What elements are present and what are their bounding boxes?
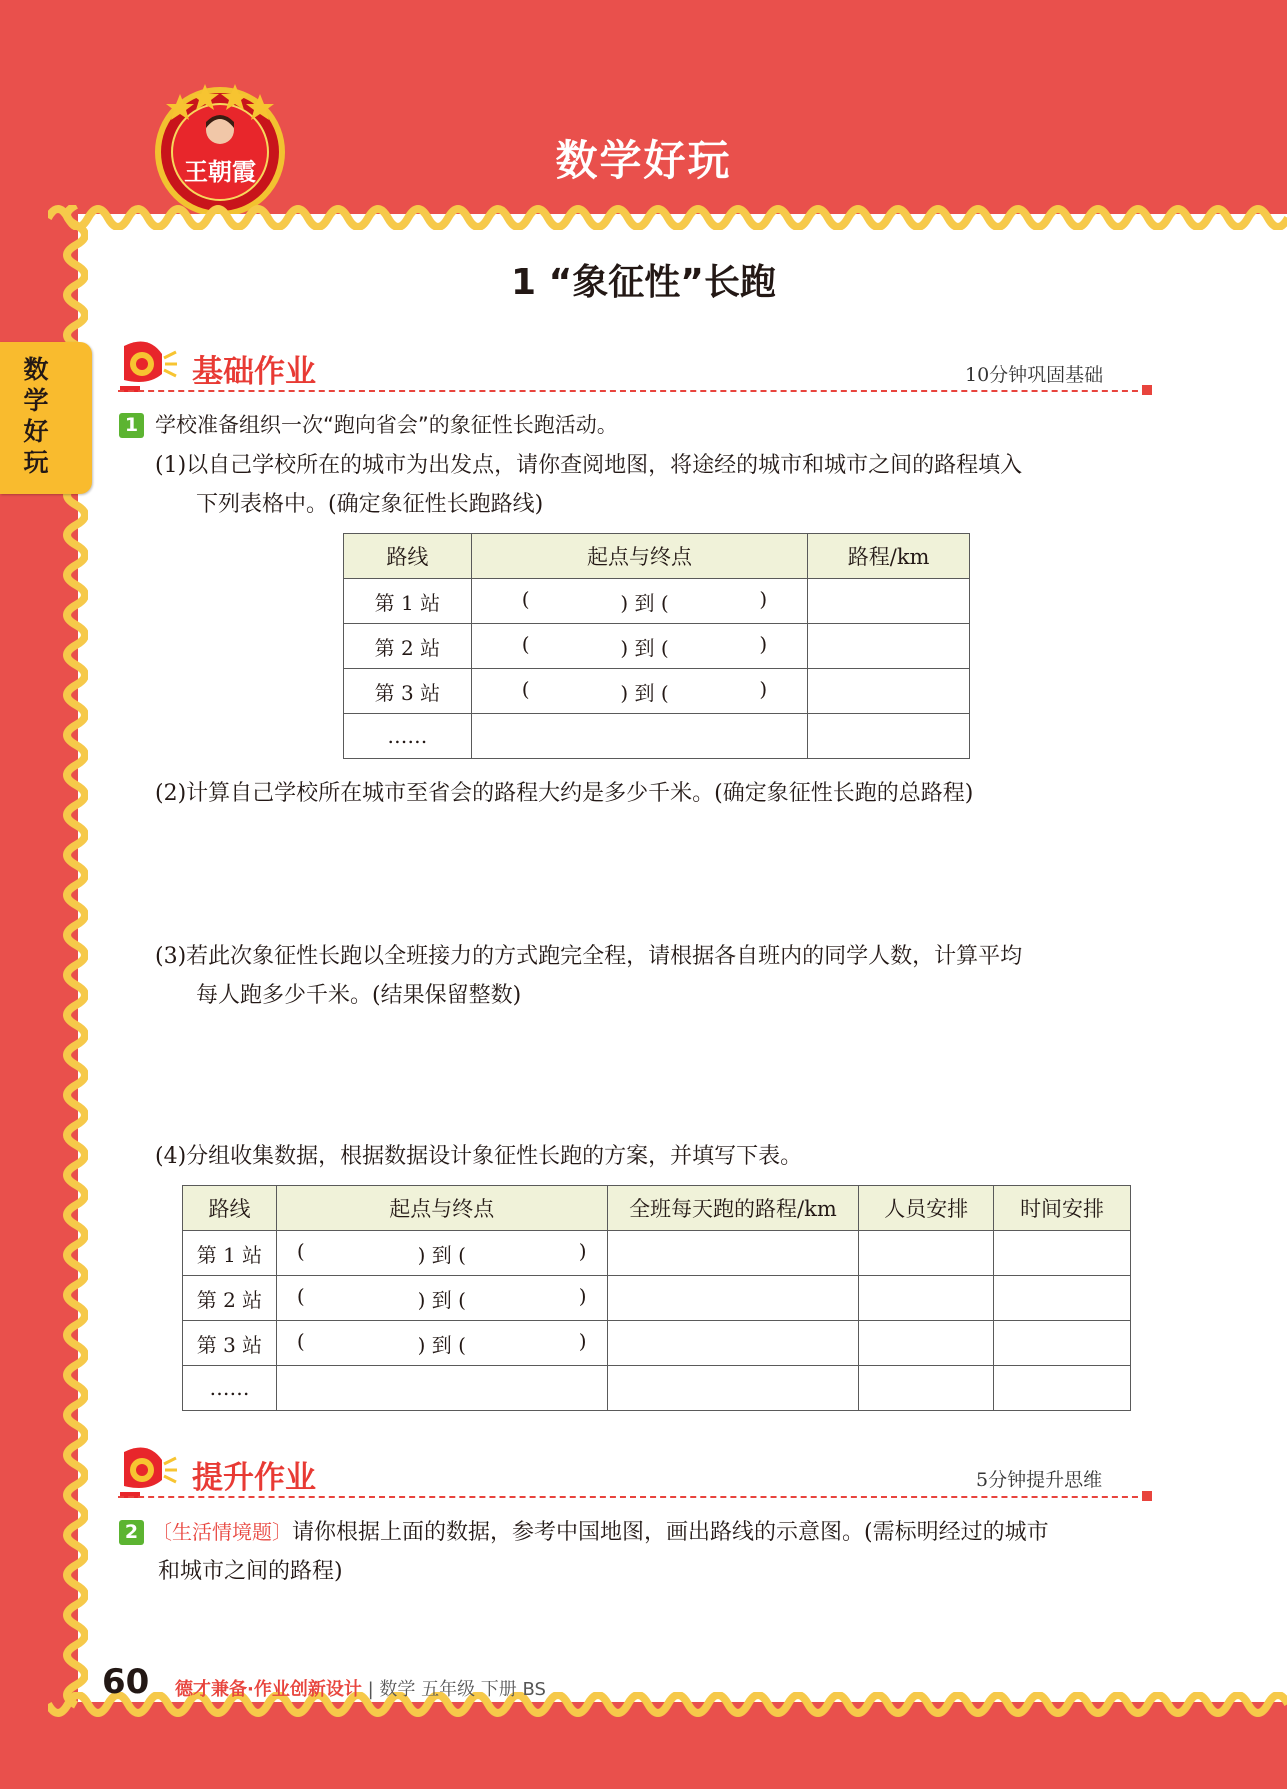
table-row	[183, 1366, 1131, 1411]
q1-part1-line2: 下列表格中。(确定象征性长跑路线)	[196, 492, 544, 517]
question-number: 2	[119, 1520, 144, 1545]
daily-distance-cell[interactable]	[607, 1276, 859, 1321]
schedule-cell[interactable]	[994, 1321, 1131, 1366]
question-line	[152, 1520, 1049, 1545]
distance-cell[interactable]	[808, 714, 970, 759]
section-divider	[118, 1496, 1148, 1498]
table-header: 路线	[183, 1186, 277, 1231]
staff-cell[interactable]	[859, 1276, 994, 1321]
q1-part3-line1: (3)若此次象征性长跑以全班接力的方式跑完全程，请根据各自班内的同学人数，计算平均	[155, 944, 1023, 969]
route-cell: 第 1 站	[344, 579, 472, 624]
table-row	[183, 1321, 1131, 1366]
q1-part3-line2: 每人跑多少千米。(结果保留整数)	[196, 983, 522, 1008]
start-end-cell[interactable]	[276, 1366, 607, 1411]
question-number: 1	[119, 413, 144, 438]
section-subtitle-advanced: 5分钟提升思维	[976, 1469, 1103, 1491]
divider-end-mark	[1142, 385, 1152, 395]
route-cell: ……	[183, 1366, 277, 1411]
start-end-cell[interactable]: ( ) 到 ( )	[471, 579, 807, 624]
table-header: 时间安排	[994, 1186, 1131, 1231]
table-header: 起点与终点	[471, 534, 807, 579]
q1-part1-line1: (1)以自己学校所在的城市为出发点，请你查阅地图，将途经的城市和城市之间的路程填入	[155, 453, 1023, 478]
table-header: 路线	[344, 534, 472, 579]
table-row	[344, 624, 970, 669]
megaphone-icon	[118, 1442, 178, 1502]
footer-info	[175, 1675, 546, 1701]
start-end-cell[interactable]: ( ) 到 ( )	[471, 624, 807, 669]
start-end-cell[interactable]: ( ) 到 ( )	[276, 1276, 607, 1321]
distance-cell[interactable]	[808, 579, 970, 624]
route-cell: 第 3 站	[183, 1321, 277, 1366]
daily-distance-cell[interactable]	[607, 1321, 859, 1366]
plan-table	[182, 1185, 1131, 1411]
table-row	[344, 669, 970, 714]
divider-end-mark	[1142, 1491, 1152, 1501]
staff-cell[interactable]	[859, 1321, 994, 1366]
table-header: 全班每天跑的路程/km	[607, 1186, 859, 1231]
table-header: 路程/km	[808, 534, 970, 579]
distance-cell[interactable]	[808, 669, 970, 714]
footer-book-info: | 数学 五年级 下册 BS	[367, 1679, 546, 1700]
section-title-advanced: 提升作业	[192, 1460, 316, 1496]
q2-line2: 和城市之间的路程)	[158, 1559, 343, 1584]
side-tab-label: 数学好玩	[23, 355, 49, 477]
section-divider	[118, 390, 1148, 392]
start-end-cell[interactable]: ( ) 到 ( )	[276, 1231, 607, 1276]
logo-text: 王朝霞	[184, 157, 256, 186]
start-end-cell[interactable]: ( ) 到 ( )	[276, 1321, 607, 1366]
table-header: 起点与终点	[276, 1186, 607, 1231]
route-table	[343, 533, 970, 759]
table-header: 人员安排	[859, 1186, 994, 1231]
route-cell: 第 2 站	[344, 624, 472, 669]
section-subtitle-basic: 10分钟巩固基础	[965, 364, 1104, 386]
question-tag: 〔生活情境题〕	[152, 1520, 292, 1544]
staff-cell[interactable]	[859, 1231, 994, 1276]
route-cell: 第 1 站	[183, 1231, 277, 1276]
table-row	[183, 1276, 1131, 1321]
route-cell: ……	[344, 714, 472, 759]
route-cell: 第 3 站	[344, 669, 472, 714]
start-end-cell[interactable]	[471, 714, 807, 759]
schedule-cell[interactable]	[994, 1231, 1131, 1276]
side-tab	[0, 342, 92, 494]
q1-part2: (2)计算自己学校所在城市至省会的路程大约是多少千米。(确定象征性长跑的总路程)	[155, 781, 974, 806]
start-end-cell[interactable]: ( ) 到 ( )	[471, 669, 807, 714]
distance-cell[interactable]	[808, 624, 970, 669]
schedule-cell[interactable]	[994, 1366, 1131, 1411]
wavy-border-top	[48, 190, 1287, 230]
staff-cell[interactable]	[859, 1366, 994, 1411]
daily-distance-cell[interactable]	[607, 1366, 859, 1411]
page-number: 60	[102, 1662, 150, 1702]
table-row	[344, 579, 970, 624]
q2-line1: 请你根据上面的数据，参考中国地图，画出路线的示意图。(需标明经过的城市	[292, 1520, 1049, 1545]
question-stem: 学校准备组织一次“跑向省会”的象征性长跑活动。	[155, 413, 618, 437]
lesson-title: 1 “象征性”长跑	[511, 262, 776, 303]
section-title-basic: 基础作业	[192, 354, 316, 390]
footer-brand: 德才兼备·作业创新设计	[175, 1679, 362, 1700]
header-title: 数学好玩	[555, 136, 732, 185]
route-cell: 第 2 站	[183, 1276, 277, 1321]
table-row	[344, 714, 970, 759]
schedule-cell[interactable]	[994, 1276, 1131, 1321]
daily-distance-cell[interactable]	[607, 1231, 859, 1276]
q1-part4: (4)分组收集数据，根据数据设计象征性长跑的方案，并填写下表。	[155, 1144, 803, 1169]
table-row	[183, 1231, 1131, 1276]
megaphone-icon	[118, 336, 178, 396]
